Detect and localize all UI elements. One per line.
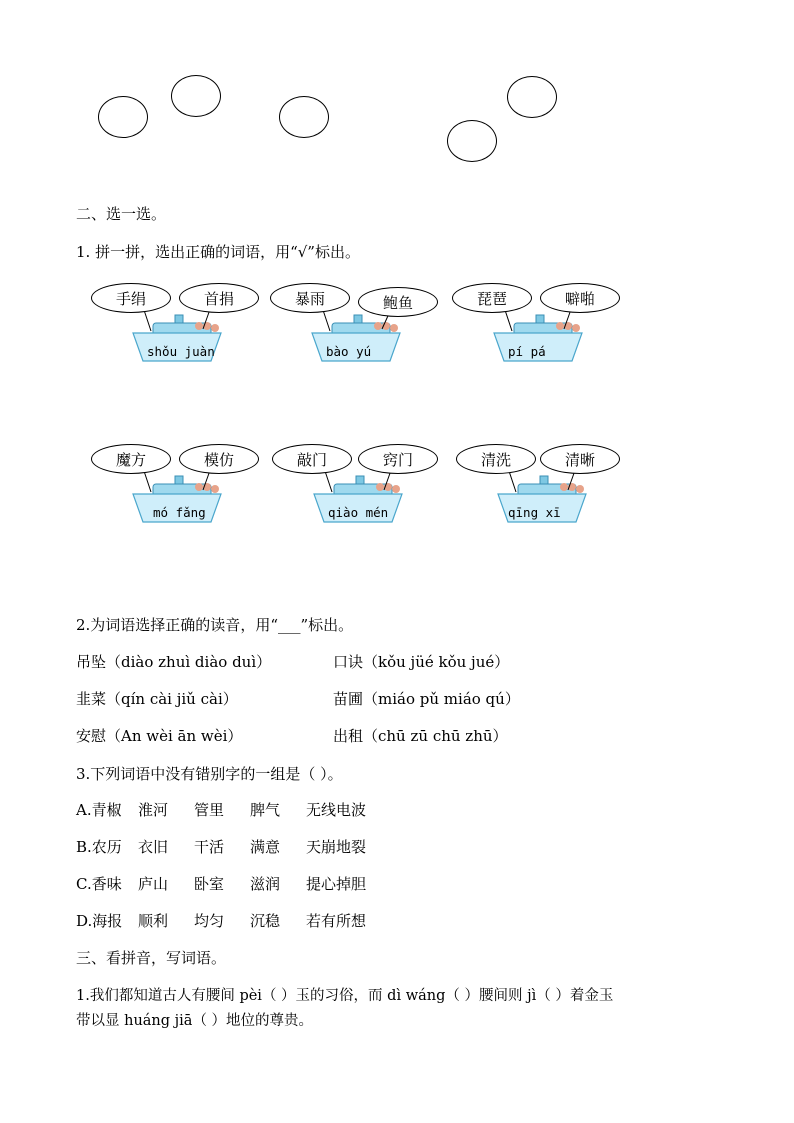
boat-pinyin: qiào mén xyxy=(328,505,389,520)
choice-option-c[interactable] xyxy=(76,874,366,894)
word-option-left[interactable]: 清洗 xyxy=(456,444,536,474)
question-2: 2.为词语选择正确的读音，用“___”标出。 xyxy=(76,616,354,634)
answer-circle[interactable] xyxy=(507,76,557,118)
option-word: 无线电波 xyxy=(306,801,367,819)
option-word: 均匀 xyxy=(194,912,225,930)
option-word: 卧室 xyxy=(194,875,225,893)
boat-item xyxy=(452,283,604,363)
word-option-right[interactable]: 窍门 xyxy=(358,444,438,474)
boat-item xyxy=(91,444,243,524)
word-option-left[interactable]: 魔方 xyxy=(91,444,171,474)
option-word: 天崩地裂 xyxy=(306,838,367,856)
option-word: D.海报 xyxy=(76,912,123,930)
word-option-right[interactable]: 清晰 xyxy=(540,444,620,474)
option-word: 提心掉胆 xyxy=(306,875,367,893)
option-word: C.香味 xyxy=(76,875,122,893)
answer-circle[interactable] xyxy=(171,75,221,117)
option-word: 顺利 xyxy=(138,912,169,930)
fill-in-question-line[interactable]: 1.我们都知道古人有腰间 pèi（ ）玉的习俗，而 dì wáng（ ）腰间则 jì（ ）着金玉 xyxy=(76,988,614,1004)
word-option-left[interactable]: 手绢 xyxy=(91,283,171,313)
answer-circle[interactable] xyxy=(98,96,148,138)
boat-pinyin: shǒu juàn xyxy=(147,344,215,359)
choice-option-b[interactable] xyxy=(76,837,366,857)
reading-item[interactable]: 口诀（kǒu jüé kǒu jué） xyxy=(333,653,510,671)
word-option-left[interactable]: 暴雨 xyxy=(270,283,350,313)
reading-item[interactable]: 出租（chū zū chū zhū） xyxy=(333,727,508,745)
option-word: 干活 xyxy=(194,838,225,856)
option-word: 满意 xyxy=(250,838,281,856)
choice-option-a[interactable] xyxy=(76,800,366,820)
reading-item[interactable]: 安慰（An wèi ān wèi） xyxy=(76,727,243,745)
question-3: 3.下列词语中没有错别字的一组是（ ）。 xyxy=(76,765,343,783)
word-option-right[interactable]: 模仿 xyxy=(179,444,259,474)
boat-pinyin: mó fǎng xyxy=(153,505,206,520)
option-word: 庐山 xyxy=(138,875,169,893)
word-option-right[interactable]: 首捐 xyxy=(179,283,259,313)
boat-pinyin: pí pá xyxy=(508,344,546,359)
option-word: 沉稳 xyxy=(250,912,281,930)
reading-item[interactable]: 苗圃（miáo pǔ miáo qú） xyxy=(333,690,520,708)
reading-item[interactable]: 韭菜（qín cài jiǔ cài） xyxy=(76,690,238,708)
answer-circle[interactable] xyxy=(447,120,497,162)
option-word: 若有所想 xyxy=(306,912,367,930)
word-option-right[interactable]: 鲍鱼 xyxy=(358,287,438,317)
option-word: 脾气 xyxy=(250,801,281,819)
section-title: 二、选一选。 xyxy=(76,205,167,223)
section-title: 三、看拼音，写词语。 xyxy=(76,949,227,967)
word-option-right[interactable]: 噼啪 xyxy=(540,283,620,313)
boat-item xyxy=(270,283,422,363)
option-word: 管里 xyxy=(194,801,225,819)
reading-item[interactable]: 吊坠（diào zhuì diào duì） xyxy=(76,653,272,671)
option-word: 衣旧 xyxy=(138,838,169,856)
boat-item xyxy=(272,444,424,524)
word-option-left[interactable]: 琵琶 xyxy=(452,283,532,313)
answer-circle[interactable] xyxy=(279,96,329,138)
option-word: A.青椒 xyxy=(76,801,122,819)
boat-pinyin: qīng xī xyxy=(508,505,561,520)
choice-option-d[interactable] xyxy=(76,911,366,931)
option-word: 滋润 xyxy=(250,875,281,893)
fill-in-question-line[interactable]: 带以显 huáng jiā（ ）地位的尊贵。 xyxy=(76,1013,314,1029)
option-word: 淮河 xyxy=(138,801,169,819)
boat-pinyin: bào yú xyxy=(326,344,372,359)
boat-item xyxy=(456,444,608,524)
option-word: B.农历 xyxy=(76,838,122,856)
word-option-left[interactable]: 敲门 xyxy=(272,444,352,474)
boat-item xyxy=(91,283,243,363)
question-1: 1. 拼一拼，选出正确的词语，用“√”标出。 xyxy=(76,243,360,261)
